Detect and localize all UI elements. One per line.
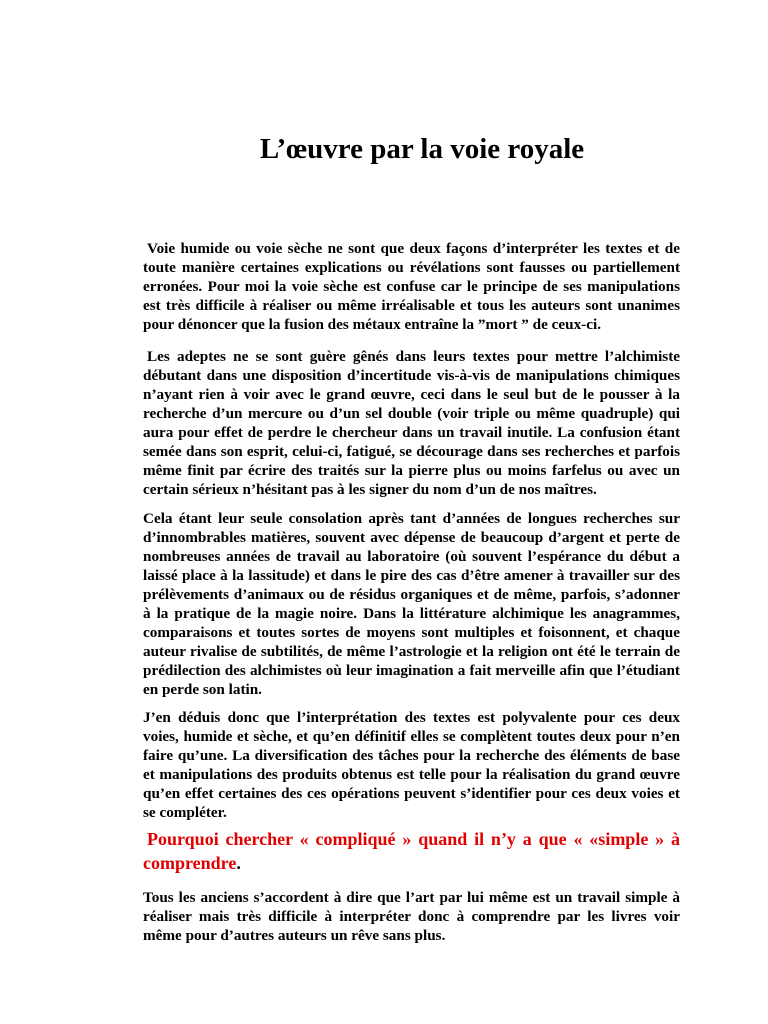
red-heading — [143, 827, 680, 875]
paragraph-adeptes: Les adeptes ne se sont guère gênés dans leurs textes pour mettre l’alchimiste débutant dans une disposition d’incertitude vis-à-vis de manipulations chimiques n’ayant rien à voir avec le grand œuvre, ceci dans le seul but de le pousser à la recherche d’un mercure ou d’un sel double (voir triple ou même quadruple) qui aura pour effet de perdre le chercheur dans un travail inutile. La confusion étant semée dans son esprit, celui-ci, fatigué, se décourage dans ses recherches et parfois même finit par écrire des traités sur la pierre plus ou moins farfelus ou avec un certain sérieux n’hésitant pas à les signer du nom d’un de nos maîtres. — [143, 348, 680, 498]
paragraph-interpretation: J’en déduis donc que l’interprétation des textes est polyvalente pour ces deux voies, humide et sèche, et qu’en définitif elles se complètent toutes deux pour n’en faire qu’une. La diversification des tâches pour la recherche des éléments de base et manipulations des produits obtenus est telle pour la réalisation du grand œuvre qu’en effet certaines des ces opérations peuvent s’identifier pour ces deux voies et se compléter. — [143, 709, 680, 821]
document-title: L’œuvre par la voie royale — [259, 133, 585, 165]
red-heading-text: Pourquoi chercher « compliqué » quand il n’y a que « «simple » à comprendre — [143, 829, 680, 873]
paragraph-voie-humide: Voie humide ou voie sèche ne sont que deux façons d’interpréter les textes et de toute manière certaines explications ou révélations sont fausses ou partiellement erronées. Pour moi la voie sèche est confuse car le principe de ses manipulations est très difficile à réaliser ou même irréalisable et tous les auteurs sont unanimes pour dénoncer que la fusion des métaux entraîne la ”mort ” de ceux-ci. — [143, 240, 680, 333]
red-heading-period: . — [236, 853, 241, 873]
paragraph-anciens: Tous les anciens s’accordent à dire que l’art par lui même est un travail simple à réaliser mais très difficile à interpréter donc à comprendre par les livres voir même pour d’autres auteurs un rêve sans plus. — [143, 889, 680, 944]
paragraph-consolation: Cela étant leur seule consolation après tant d’années de longues recherches sur d’innombrables matières, souvent avec dépense de beaucoup d’argent et perte de nombreuses années de travail au laboratoire (où souvent l’espérance du début a laissé place à la lassitude) et dans le pire des cas d’être amener à travailler sur des prélèvements d’animaux ou de résidus organiques et de même, parfois, s’adonner à la pratique de la magie noire. Dans la littérature alchimique les anagrammes, comparaisons et toutes sortes de moyens sont multiples et foisonnent, et chaque auteur rivalise de subtilités, de même l’astrologie et la religion ont été le terrain de prédilection des alchimistes où leur imagination a fait merveille afin que l’étudiant en perde son latin. — [143, 510, 680, 698]
